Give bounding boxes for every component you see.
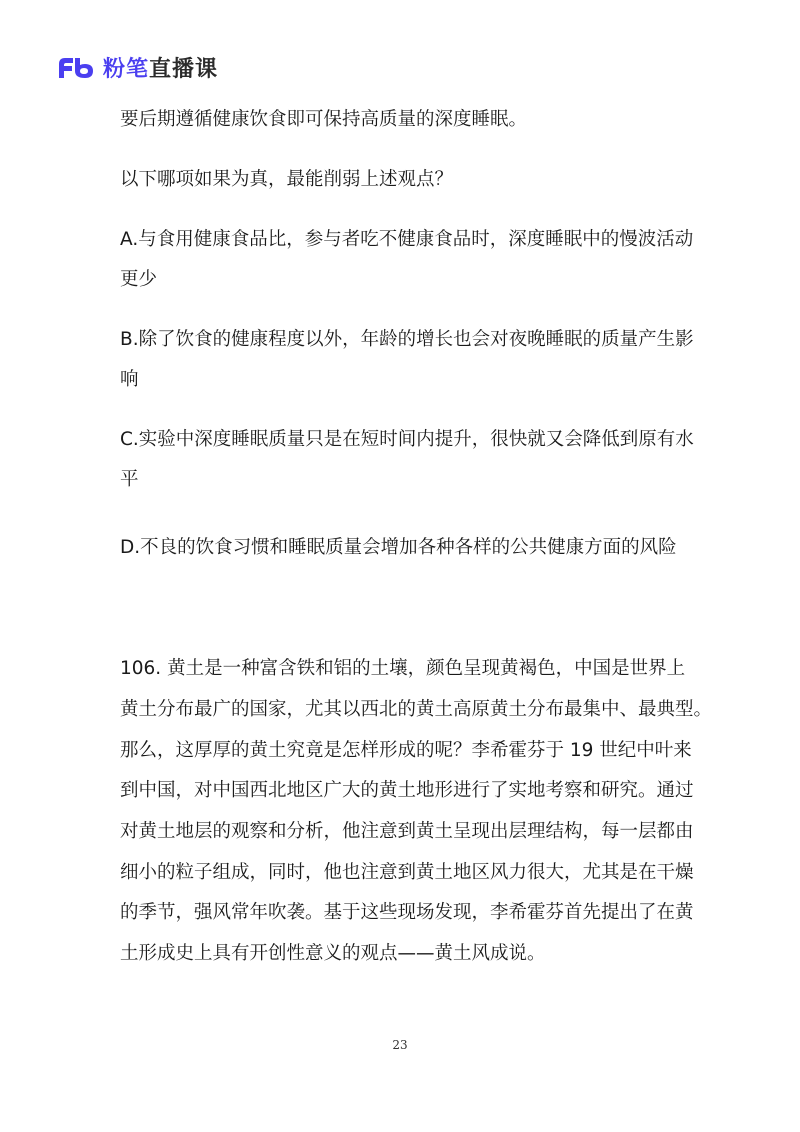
passage-line: 106. 黄土是一种富含铁和铝的土壤，颜色呈现黄褐色，中国是世界上: [120, 658, 686, 679]
option-a-cont: 更少: [120, 269, 158, 290]
option-a: A.与食用健康食品比，参与者吃不健康食品时，深度睡眠中的慢波活动: [120, 229, 694, 250]
option-b-cont: 响: [120, 369, 139, 390]
logo-brand: 粉笔: [103, 56, 150, 82]
question-prompt: 以下哪项如果为真，最能削弱上述观点？: [120, 169, 454, 190]
page-number: 23: [392, 1038, 408, 1052]
option-c: C.实验中深度睡眠质量只是在短时间内提升，很快就又会降低到原有水: [120, 429, 694, 450]
option-b: B.除了饮食的健康程度以外，年龄的增长也会对夜晚睡眠的质量产生影: [120, 329, 694, 350]
option-c-cont: 平: [120, 469, 139, 490]
option-d: D.不良的饮食习惯和睡眠质量会增加各种各样的公共健康方面的风险: [120, 537, 677, 558]
logo-suffix: 直播课: [149, 56, 219, 82]
passage-line: 黄土分布最广的国家，尤其以西北的黄土高原黄土分布最集中、最典型。: [120, 699, 713, 720]
logo-text: [103, 52, 218, 83]
passage-line: 的季节，强风常年吹袭。基于这些现场发现，李希霍芬首先提出了在黄: [120, 902, 694, 923]
passage-line: 细小的粒子组成，同时，他也注意到黄土地区风力很大，尤其是在干燥: [120, 862, 694, 883]
question-stem-end: 要后期遵循健康饮食即可保持高质量的深度睡眠。: [120, 109, 528, 130]
fb-logo-icon: [57, 56, 95, 78]
passage-line: 对黄土地层的观察和分析，他注意到黄土呈现出层理结构，每一层都由: [120, 821, 694, 842]
passage-line: 到中国，对中国西北地区广大的黄土地形进行了实地考察和研究。通过: [120, 780, 694, 801]
passage-line: 那么，这厚厚的黄土究竟是怎样形成的呢？李希霍芬于 19 世纪中叶来: [120, 740, 692, 761]
fenbi-logo: [57, 54, 218, 80]
passage-line: 土形成史上具有开创性意义的观点——黄土风成说。: [120, 943, 546, 964]
